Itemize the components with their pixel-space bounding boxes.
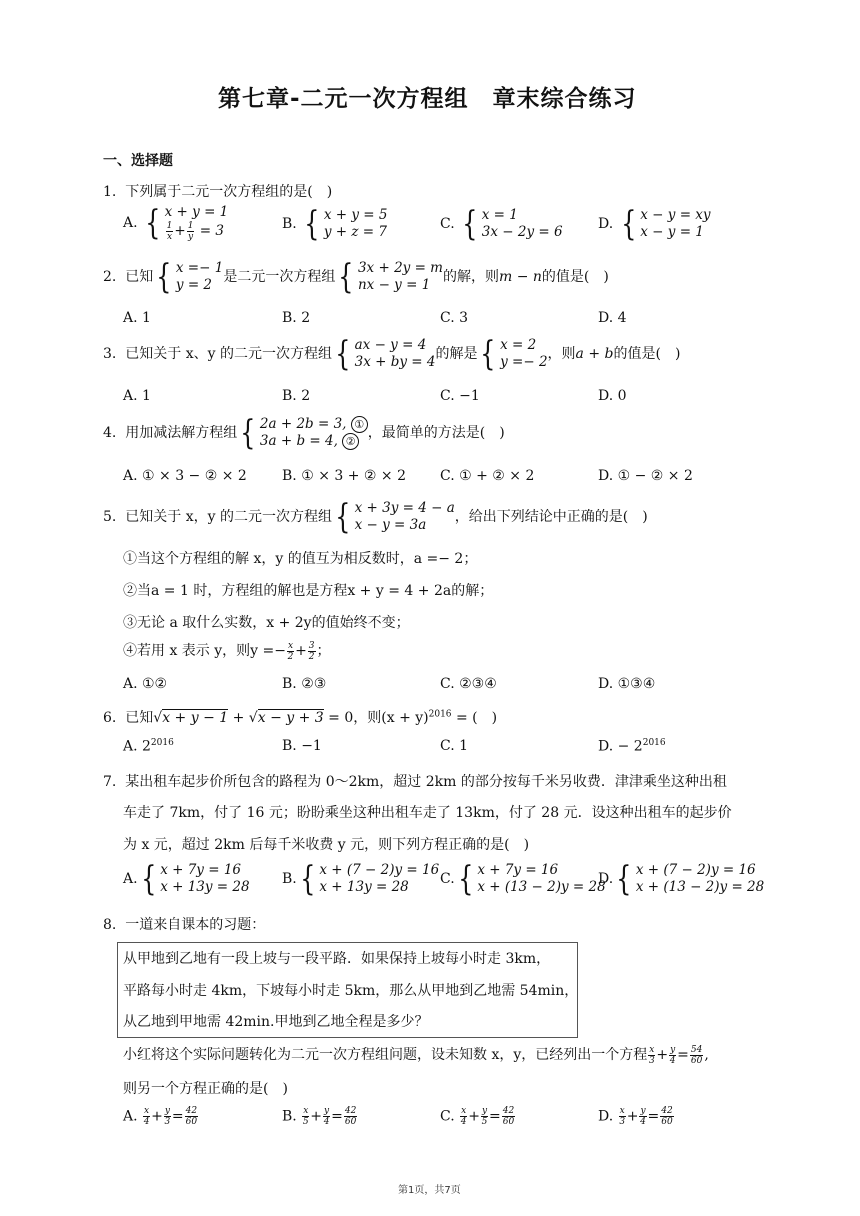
question-7-line-3: 为 x 元，超过 2km 后每千米收费 y 元，则下列方程正确的是( ) xyxy=(123,837,530,853)
question-8-option-b: B. $\frac{x}{5}$ + $\frac{y}{4}$ = $\frac{42}{60}$ xyxy=(282,1106,357,1127)
question-5-option-a: A. ①② xyxy=(123,676,168,692)
question-5-statement-4: ④若用 x 表示 y，则y =− $\frac{x}{2}$ + $\frac{3}{2}$ ； xyxy=(123,640,331,662)
question-2-option-b: B. 2 xyxy=(282,310,311,326)
question-1-option-a: A. { x + y = 1 $\frac{1}{x}$ + $\frac{1}{y}$ = 3 xyxy=(123,203,229,243)
question-6-option-c: C. 1 xyxy=(440,738,469,754)
question-5-statement-3: ③无论 a 取什么实数，x + 2y的值始终不变； xyxy=(123,615,410,631)
question-6-option-b: B. −1 xyxy=(282,738,322,754)
question-7-line-2: 车走了 7km，付了 16 元；盼盼乘坐这种出租车走了 13km，付了 28 元．设这种出租车的起步价 xyxy=(123,805,732,821)
question-8-option-c: C. $\frac{x}{4}$ + $\frac{y}{5}$ = $\frac{42}{60}$ xyxy=(440,1106,515,1127)
question-8-stem: 8. 一道来自课本的习题： xyxy=(103,917,266,933)
question-2-option-a: A. 1 xyxy=(123,310,151,326)
question-3-option-c: C. −1 xyxy=(440,388,480,404)
question-3-option-d: D. 0 xyxy=(598,388,627,404)
question-5-option-d: D. ①③④ xyxy=(598,676,656,692)
question-4-option-d: D. ① − ② × 2 xyxy=(598,468,693,484)
question-1-option-b: B. { x + y = 5 y + z = 7 xyxy=(282,204,388,244)
question-2-option-c: C. 3 xyxy=(440,310,469,326)
question-8-option-d: D. $\frac{x}{3}$ + $\frac{y}{4}$ = $\frac{42}{60}$ xyxy=(598,1106,673,1127)
question-1-option-c: C. { x = 1 3x − 2y = 6 xyxy=(440,204,563,244)
question-7-line-1: 7. 某出租车起步价所包含的路程为 0～2km，超过 2km 的部分按每千米另收费．津津乘坐这种出租 xyxy=(103,774,727,790)
box-line-3: 从乙地到甲地需 42min.甲地到乙地全程是多少？ xyxy=(123,1014,429,1030)
question-3-option-b: B. 2 xyxy=(282,388,311,404)
box-line-2: 平路每小时走 4km，下坡每小时走 5km，那么从甲地到乙地需 54min， xyxy=(123,983,579,999)
question-5-stem: 5. 已知关于 x，y 的二元一次方程组 { x + 3y = 4 − a x − y = 3a ，给出下列结论中正确的是( ) xyxy=(103,497,648,537)
question-7-option-a: A. { x + 7y = 16 x + 13y = 28 xyxy=(123,859,250,899)
question-8-line-2: 则另一个方程正确的是( ) xyxy=(123,1081,288,1097)
question-7-option-d: D. { x + (7 − 2)y = 16 x + (13 − 2)y = 28 xyxy=(598,859,765,899)
question-6-stem: 6. 已知√x + y − 1 + √x − y + 3 = 0，则$(x + y)^{2016}$ = ( ) xyxy=(103,709,498,726)
question-4-stem: 4. 用加减法解方程组 { 2a + 2b = 3, ① 3a + b = 4, ② ，最简单的方法是( ) xyxy=(103,413,505,453)
page-title: 第七章-二元一次方程组 章末综合练习 xyxy=(218,86,637,112)
section-heading: 一、选择题 xyxy=(103,153,173,169)
question-4-option-c: C. ① + ② × 2 xyxy=(440,468,535,484)
question-7-option-c: C. { x + 7y = 16 x + (13 − 2)y = 28 xyxy=(440,859,606,899)
question-2-stem: 2. 已知 { x =− 1 y = 2 是二元一次方程组 { 3x + 2y = m nx − y = 1 的解，则m − n的值是( ) xyxy=(103,257,609,297)
question-3-stem: 3. 已知关于 x、y 的二元一次方程组 { ax − y = 4 3x + by = 4 的解是 { x = 2 y =− 2 ，则a + b的值是( ) xyxy=(103,334,681,374)
question-4-option-b: B. ① × 3 + ② × 2 xyxy=(282,468,406,484)
page-footer: 第1页，共7页 xyxy=(398,1185,461,1196)
question-8-line-1: 小红将这个实际问题转化为二元一次方程组问题，设未知数 x，y，已经列出一个方程 $\frac{x}{3}$ + $\frac{y}{4}$ = $\frac{54}{60}$ , xyxy=(123,1044,709,1066)
question-6-option-a: A. $2^{2016}$ xyxy=(123,738,174,755)
question-7-option-b: B. { x + (7 − 2)y = 16 x + 13y = 28 xyxy=(282,859,440,899)
box-line-1: 从甲地到乙地有一段上坡与一段平路．如果保持上坡每小时走 3km， xyxy=(123,951,551,967)
question-4-option-a: A. ① × 3 − ② × 2 xyxy=(123,468,247,484)
question-8-option-a: A. $\frac{x}{4}$ + $\frac{y}{3}$ = $\frac{42}{60}$ xyxy=(123,1106,198,1127)
question-5-statement-1: ①当这个方程组的解 x，y 的值互为相反数时，a =− 2； xyxy=(123,551,478,567)
question-6-option-d: D. − $2^{2016}$ xyxy=(598,738,666,755)
question-2-option-d: D. 4 xyxy=(598,310,627,326)
question-1-stem: 1. 下列属于二元一次方程组的是( ) xyxy=(103,184,333,200)
question-5-option-b: B. ②③ xyxy=(282,676,327,692)
question-5-statement-2: ②当a = 1 时，方程组的解也是方程x + y = 4 + 2a的解； xyxy=(123,583,494,599)
question-5-option-c: C. ②③④ xyxy=(440,676,497,692)
question-1-option-d: D. { x − y = xy x − y = 1 xyxy=(598,204,711,244)
question-3-option-a: A. 1 xyxy=(123,388,151,404)
